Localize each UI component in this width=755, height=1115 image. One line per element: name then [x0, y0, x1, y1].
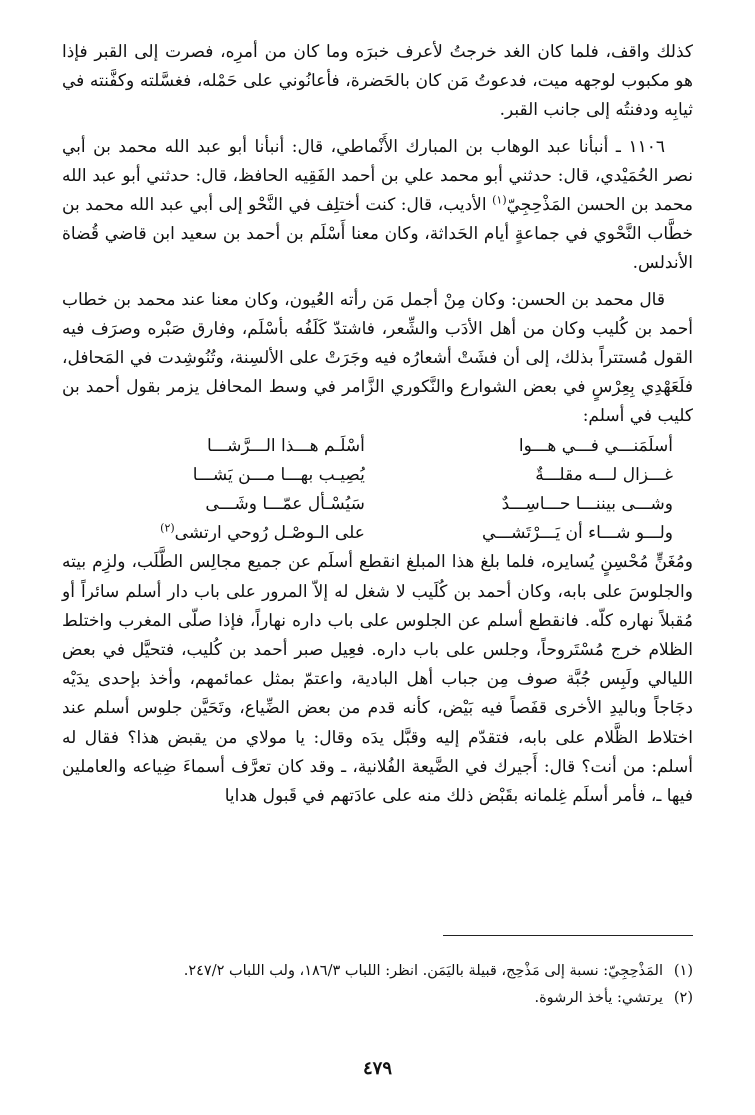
- verse-second-hemistich: سَيُسْـأل عمّـــا وشَـــى: [205, 494, 365, 515]
- verse-first-hemistich: ولـــو شـــاء أن يَـــرْتَشـــي: [482, 523, 673, 544]
- footnote-text: المَذْحِجِيّ: نسبة إلى مَذْحِج، قبيلة باليَمَن. انظر: اللباب ١٨٦/٣، ولب اللباب ٢٤٧/٢.: [183, 963, 663, 979]
- footnote-number: (٢): [673, 990, 693, 1006]
- footnote-1: [62, 958, 693, 985]
- footnote-separator: [443, 935, 693, 936]
- page-number: ٤٧٩: [362, 1058, 392, 1079]
- footnote-ref-2[interactable]: (٢): [160, 521, 175, 535]
- verse-first-hemistich: أسلَمَنـــي فـــي هـــوا: [518, 435, 673, 456]
- verse-line: [62, 519, 693, 548]
- paragraph-text: الأديب، قال: كنت أختلِف في النَّحْو إلى أبي عبد الله محمد بن خطَّاب النَّحْوي في جماعةٍ أيام الحَداثة، وكان معنا أَسْلَم بن أحمد بن سعيد ابن قاضي قُضاة الأندلس.: [62, 195, 693, 274]
- verse-first-hemistich: وشـــى بيننـــا حـــاسِـــدٌ: [501, 494, 673, 515]
- verse-second-hemistich: يُصِيـب بهـــا مـــن يَشـــا: [192, 464, 365, 485]
- paragraph-story: قال محمد بن الحسن: وكان مِنْ أجمل مَن رأته العُيون، وكان معنا عند محمد بن خطاب أحمد بن كُليب وكان من أهل الأدَب والشِّعر، فاشتدّ كَلَفُه بأسْلَم، وفارق صَبْره وصرَف فيه القول مُستتراً بذلك، إلى أن فشَتْ أشعارُه فيه وجَرَتْ على الألسِنة، وتُنُوشِدت في المَحافل، فلَعَهْدِي بِعِرْسٍ في بعض الشوارع والنَّكوري الزَّامر في وسط المحافل يزمر بقول أحمد بن كليب في أسلم:: [62, 289, 693, 427]
- paragraph-text: ١١٠٦ ـ أنبأنا عبد الوهاب بن المبارك الأَنْماطي، قال: أنبأنا أبو عبد الله محمد بن أبي نصر الحُمَيْدي، قال: حدثني أبو محمد علي بن أحمد الفَقِيه الحافظ، قال: حدثني أبو عبد الله محمد بن الحسن المَذْحِجِيّ: [62, 136, 693, 216]
- verse-line: [62, 490, 693, 519]
- main-text: [62, 38, 693, 811]
- paragraph-continuation: كذلك واقف، فلما كان الغد خرجتُ لأعرف خبرَه وما كان من أمرِه، فصرت إلى القبر فإذا هو مكبوب لوجهه ميت، فدعوتُ مَن كان بالحَضرة، فأعانُوني على حَمْله، فغسَّلته وكفَّنته في ثيابِه ودفنتُه إلى جانب القبر.: [62, 42, 693, 121]
- footnote-number: (١): [673, 963, 693, 979]
- poem: [62, 432, 693, 549]
- verse-line: [62, 432, 693, 461]
- verse-text: على الـوصْـل رُوحي ارتشى: [174, 523, 365, 544]
- footnote-text: يرتشي: يأخذ الرشوة.: [534, 990, 663, 1006]
- verse-second-hemistich: أسْلَـم هـــذا الـــرَّشـــا: [207, 435, 365, 456]
- verse-line: [62, 461, 693, 490]
- verse-second-hemistich: [62, 519, 365, 548]
- footnote-2: [62, 985, 693, 1012]
- footnote-ref-1[interactable]: (١): [492, 193, 507, 207]
- footnotes: [62, 958, 693, 1012]
- paragraph-story-continued: ومُغَنٍّ مُحْسِنٍ يُسايره، فلما بلغ هذا المبلغ انقطع أسلَم عن جميع مجالِس الطَّلَب، ولزِم بيته والجلوسَ على بابه، وكان أحمد بن كُلَيب لا شغل له إلاّ المرور على باب دار أسلم سائراً أو مُقبلاً نهاره كلّه. فانقطع أسلم عن الجلوس على باب داره نهاراً، فإذا صلّى المغرب واختلط الظلام خرج مُسْتَروحاً، وجلس على باب داره. فعِيل صبر أحمد بن كُليب، فتحيَّل في بعض الليالي ولَبِس جُبَّة صوف مِن جباب أهل البادية، واعتمّ بمثل عمائمهم، وأخذ بإحدى يدَيْه دجَاجاً وباليدِ الأخرى قفَصاً فيه بَيْض، كأنه قدم من بعض الضِّياع، وتَحَيَّن جلوس أسلم عند اختلاط الظَّلام على بابه، فتقدّم إليه وقبَّل يدَه وقال: يا مولاي من يقبض هذا؟ فقال له أسلم: من أنت؟ قال: أَجيرك في الضَّيعة الفُلانية، ـ وقد كان تعرَّف أسماءَ ضِياعه والعاملين فيها ـ، فأمر أسلَم غِلمانه بقَبْض ذلك منه على عادَتهم في قَبول هدايا: [62, 552, 693, 807]
- paragraph-isnad: [62, 133, 693, 279]
- verse-first-hemistich: غـــزال لـــه مقلـــةٌ: [535, 464, 673, 485]
